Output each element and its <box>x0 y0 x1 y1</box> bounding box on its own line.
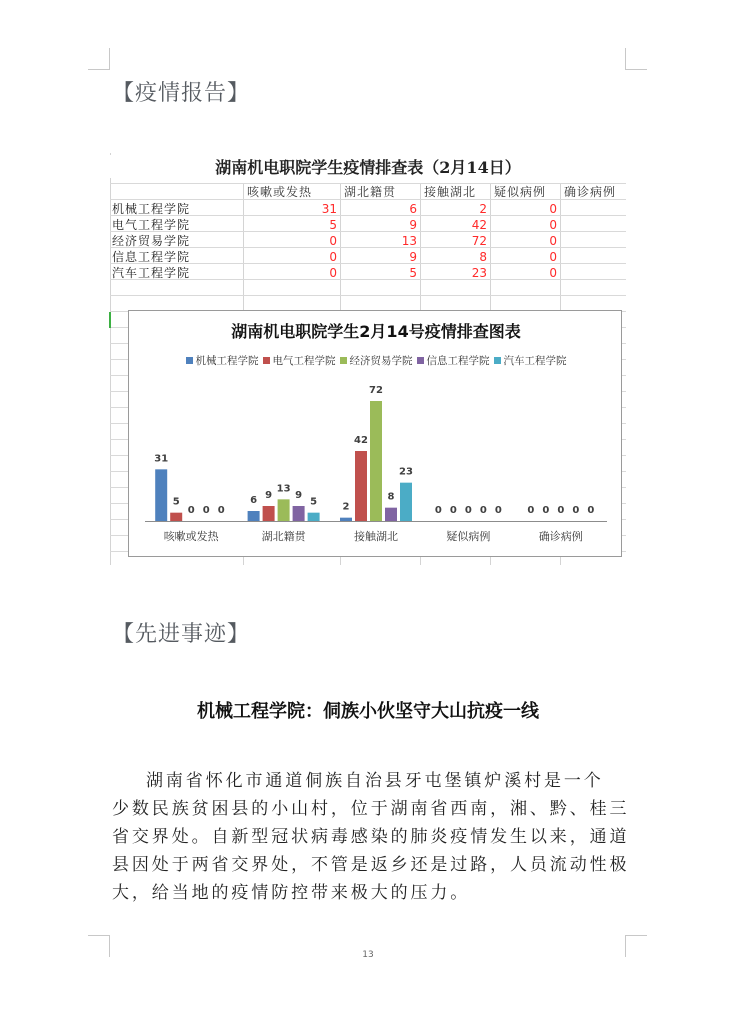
sheet-title: 湖南机电职院学生疫情排查表（2月14日） <box>110 155 626 178</box>
active-cell-marker <box>109 312 111 328</box>
data-label: 0 <box>494 505 502 516</box>
data-label: 0 <box>527 505 535 516</box>
data-label: 8 <box>387 491 395 503</box>
data-label: 0 <box>572 505 580 516</box>
paragraph-line: 湖南省怀化市通道侗族自治县牙屯堡镇炉溪村是一个 <box>146 771 604 791</box>
table-cell: 9 <box>409 218 417 232</box>
legend-label: 电气工程学院 <box>272 355 336 367</box>
story-title: 机械工程学院：侗族小伙坚守大山抗疫一线 <box>197 701 539 722</box>
bar <box>278 499 290 521</box>
report-section-heading: 【疫情报告】 <box>112 81 251 106</box>
bar <box>293 506 305 521</box>
data-label: 0 <box>434 505 442 516</box>
table-cell: 0 <box>329 250 337 264</box>
data-label: 0 <box>202 505 210 516</box>
column-header: 接触湖北 <box>424 185 477 199</box>
data-label: 9 <box>265 490 273 501</box>
table-cell <box>560 249 626 265</box>
table-cell: 8 <box>479 250 487 264</box>
crop-mark-bottom-right-h <box>625 935 647 936</box>
crop-mark-bottom-left-h <box>88 935 110 936</box>
table-cell: 23 <box>471 266 487 280</box>
crop-mark-top-left-v <box>109 48 110 70</box>
table-cell: 0 <box>549 202 557 216</box>
data-label: 0 <box>557 505 565 516</box>
data-label: 0 <box>542 505 550 516</box>
crop-mark-top-right-h <box>625 69 647 70</box>
paragraph-line: 县因处于两省交界处，不管是返乡还是过路，人员流动性极 <box>112 855 630 875</box>
table-cell <box>560 265 626 281</box>
table-cell: 72 <box>471 234 487 248</box>
bar <box>263 506 275 521</box>
crop-mark-top-left-h <box>88 69 110 70</box>
table-cell <box>560 233 626 249</box>
table-cell: 2 <box>479 202 487 216</box>
table-cell: 5 <box>329 218 337 232</box>
table-cell: 0 <box>549 250 557 264</box>
crop-mark-top-right-v <box>625 48 626 70</box>
legend-label: 信息工程学院 <box>426 355 490 367</box>
x-tick-label: 确诊病例 <box>538 530 583 543</box>
data-label: 23 <box>399 466 413 478</box>
bar <box>385 508 397 521</box>
chart <box>128 310 622 557</box>
data-label: 5 <box>310 496 318 508</box>
row-label: 机械工程学院 <box>112 202 191 216</box>
data-label: 42 <box>354 435 368 446</box>
bar <box>400 483 412 521</box>
chart-title: 湖南机电职院学生2月14号疫情排查图表 <box>231 322 521 341</box>
column-header: 咳嗽或发热 <box>247 185 313 199</box>
deeds-section-heading: 【先进事迹】 <box>112 622 251 647</box>
bar <box>340 518 352 521</box>
table-cell: 13 <box>401 234 417 248</box>
x-tick-label: 疑似病例 <box>446 530 491 543</box>
data-label: 0 <box>587 505 595 516</box>
bar <box>248 511 260 521</box>
bar <box>355 451 367 521</box>
table-cell <box>560 201 626 217</box>
table-cell: 0 <box>549 218 557 232</box>
paragraph-line: 少数民族贫困县的小山村，位于湖南省西南，湘、黔、桂三 <box>112 799 630 819</box>
table-cell: 42 <box>471 218 487 232</box>
page-number: 13 <box>362 950 374 960</box>
data-label: 0 <box>464 505 472 516</box>
table-cell: 9 <box>409 250 417 264</box>
paragraph-line: 大，给当地的疫情防控带来极大的压力。 <box>112 883 471 903</box>
legend-label: 汽车工程学院 <box>503 355 567 367</box>
table-cell: 0 <box>549 266 557 280</box>
table-cell: 0 <box>329 234 337 248</box>
data-label: 13 <box>276 483 291 495</box>
table-cell: 5 <box>409 266 417 280</box>
data-label: 5 <box>172 496 180 508</box>
legend-label: 机械工程学院 <box>195 355 259 367</box>
column-header: 确诊病例 <box>564 185 617 199</box>
row-label: 信息工程学院 <box>112 250 191 264</box>
chart-plot <box>129 311 623 558</box>
data-label: 2 <box>342 501 350 513</box>
row-label: 汽车工程学院 <box>112 266 191 280</box>
grid-row-line <box>110 295 626 296</box>
legend-label: 经济贸易学院 <box>349 355 413 367</box>
row-label: 经济贸易学院 <box>112 234 191 248</box>
data-label: 6 <box>250 495 258 506</box>
x-tick-label: 咳嗽或发热 <box>163 530 219 543</box>
column-header: 疑似病例 <box>494 185 547 199</box>
x-tick-label: 湖北籍贯 <box>261 530 306 543</box>
x-tick-label: 接触湖北 <box>354 530 398 543</box>
data-label: 0 <box>449 505 457 516</box>
data-label: 72 <box>369 385 383 396</box>
bar <box>155 469 167 521</box>
table-cell: 31 <box>321 202 337 216</box>
row-label: 电气工程学院 <box>112 218 191 232</box>
data-label: 9 <box>295 490 303 501</box>
bar <box>370 401 382 521</box>
data-label: 0 <box>187 505 195 516</box>
table-cell: 0 <box>329 266 337 280</box>
table-cell <box>560 217 626 233</box>
bar <box>308 513 320 521</box>
data-label: 31 <box>154 453 169 465</box>
table-cell: 6 <box>409 202 417 216</box>
column-header: 湖北籍贯 <box>344 185 397 199</box>
paragraph-line: 省交界处。自新型冠状病毒感染的肺炎疫情发生以来，通道 <box>112 827 630 847</box>
bar <box>170 513 182 521</box>
data-label: 0 <box>217 505 225 516</box>
data-label: 0 <box>479 505 487 516</box>
table-cell: 0 <box>549 234 557 248</box>
